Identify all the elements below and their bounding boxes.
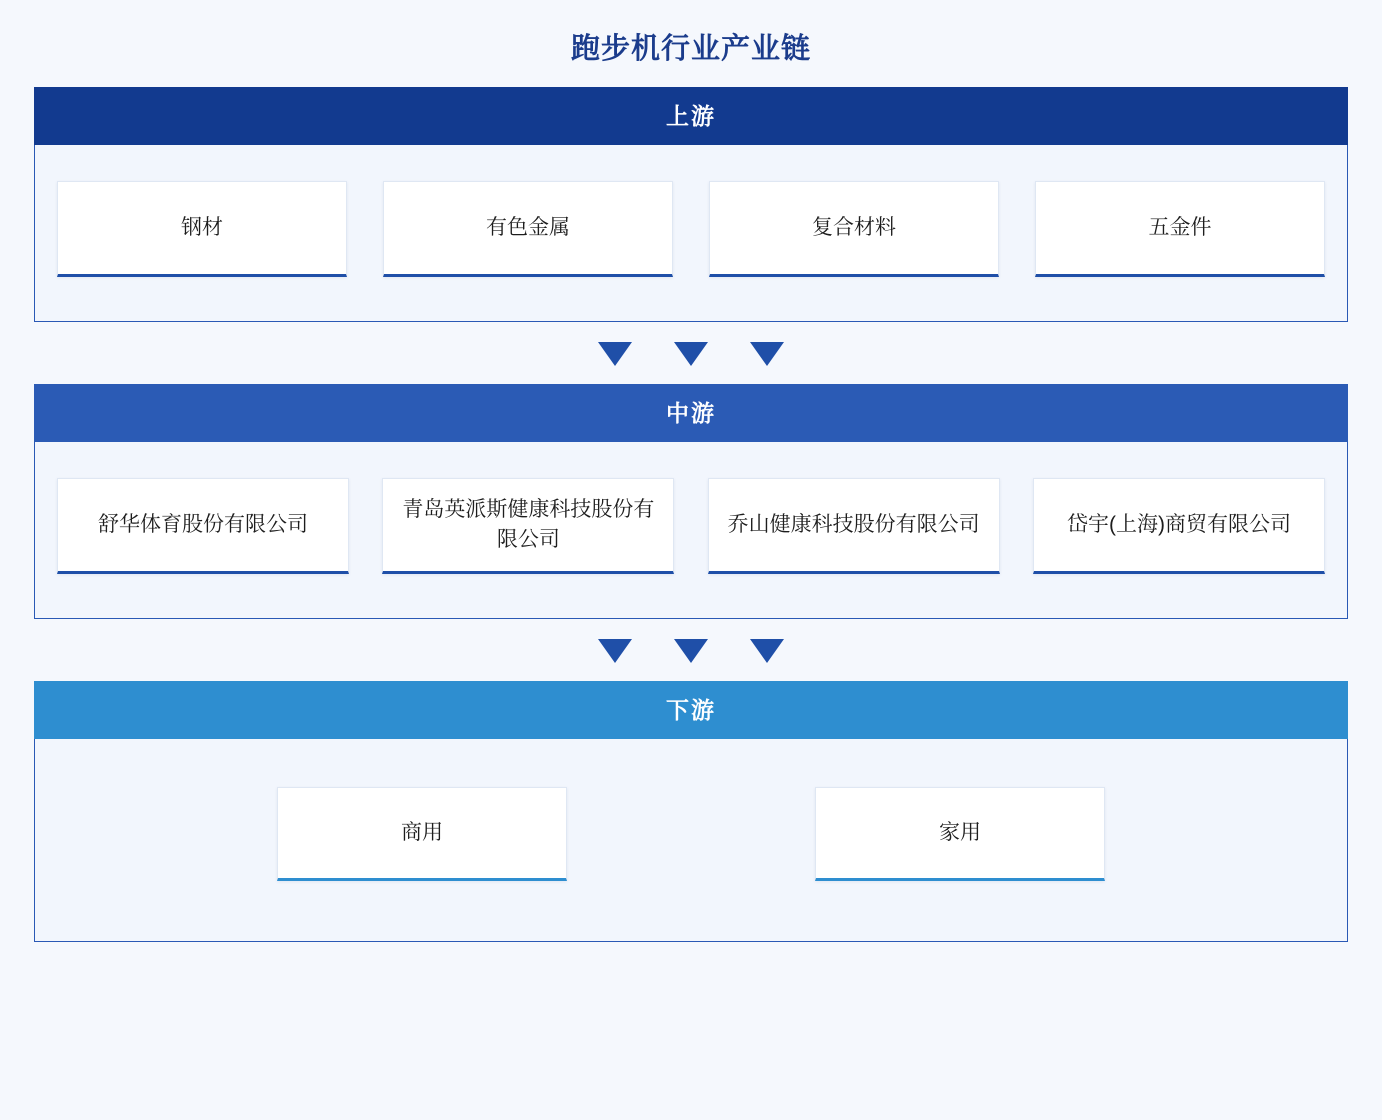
- arrows-upstream-to-midstream: [0, 322, 1382, 384]
- section-midstream: [34, 384, 1348, 619]
- card-downstream-1[interactable]: 商用: [277, 787, 567, 881]
- down-arrow-icon: [598, 639, 632, 663]
- down-arrow-icon: [674, 342, 708, 366]
- downstream-card-row: [35, 739, 1347, 941]
- downstream-frame: [34, 739, 1348, 942]
- arrows-midstream-to-downstream: [0, 619, 1382, 681]
- card-upstream-1[interactable]: 钢材: [57, 181, 347, 277]
- down-arrow-icon: [750, 342, 784, 366]
- section-upstream: [34, 87, 1348, 322]
- midstream-frame: [34, 442, 1348, 619]
- upstream-card-row: [35, 145, 1347, 321]
- band-upstream-label: 上游: [34, 87, 1348, 145]
- down-arrow-icon: [750, 639, 784, 663]
- card-downstream-2[interactable]: 家用: [815, 787, 1105, 881]
- card-upstream-4[interactable]: 五金件: [1035, 181, 1325, 277]
- upstream-frame: [34, 145, 1348, 322]
- card-upstream-2[interactable]: 有色金属: [383, 181, 673, 277]
- card-midstream-4[interactable]: 岱宇(上海)商贸有限公司: [1033, 478, 1325, 574]
- page-title: 跑步机行业产业链: [570, 33, 811, 65]
- card-upstream-3[interactable]: 复合材料: [709, 181, 999, 277]
- band-downstream-label: 下游: [34, 681, 1348, 739]
- down-arrow-icon: [598, 342, 632, 366]
- midstream-card-row: [35, 442, 1347, 618]
- section-downstream: [34, 681, 1348, 942]
- card-midstream-2[interactable]: 青岛英派斯健康科技股份有限公司: [382, 478, 674, 574]
- card-midstream-3[interactable]: 乔山健康科技股份有限公司: [708, 478, 1000, 574]
- card-midstream-1[interactable]: 舒华体育股份有限公司: [57, 478, 349, 574]
- down-arrow-icon: [674, 639, 708, 663]
- band-midstream-label: 中游: [34, 384, 1348, 442]
